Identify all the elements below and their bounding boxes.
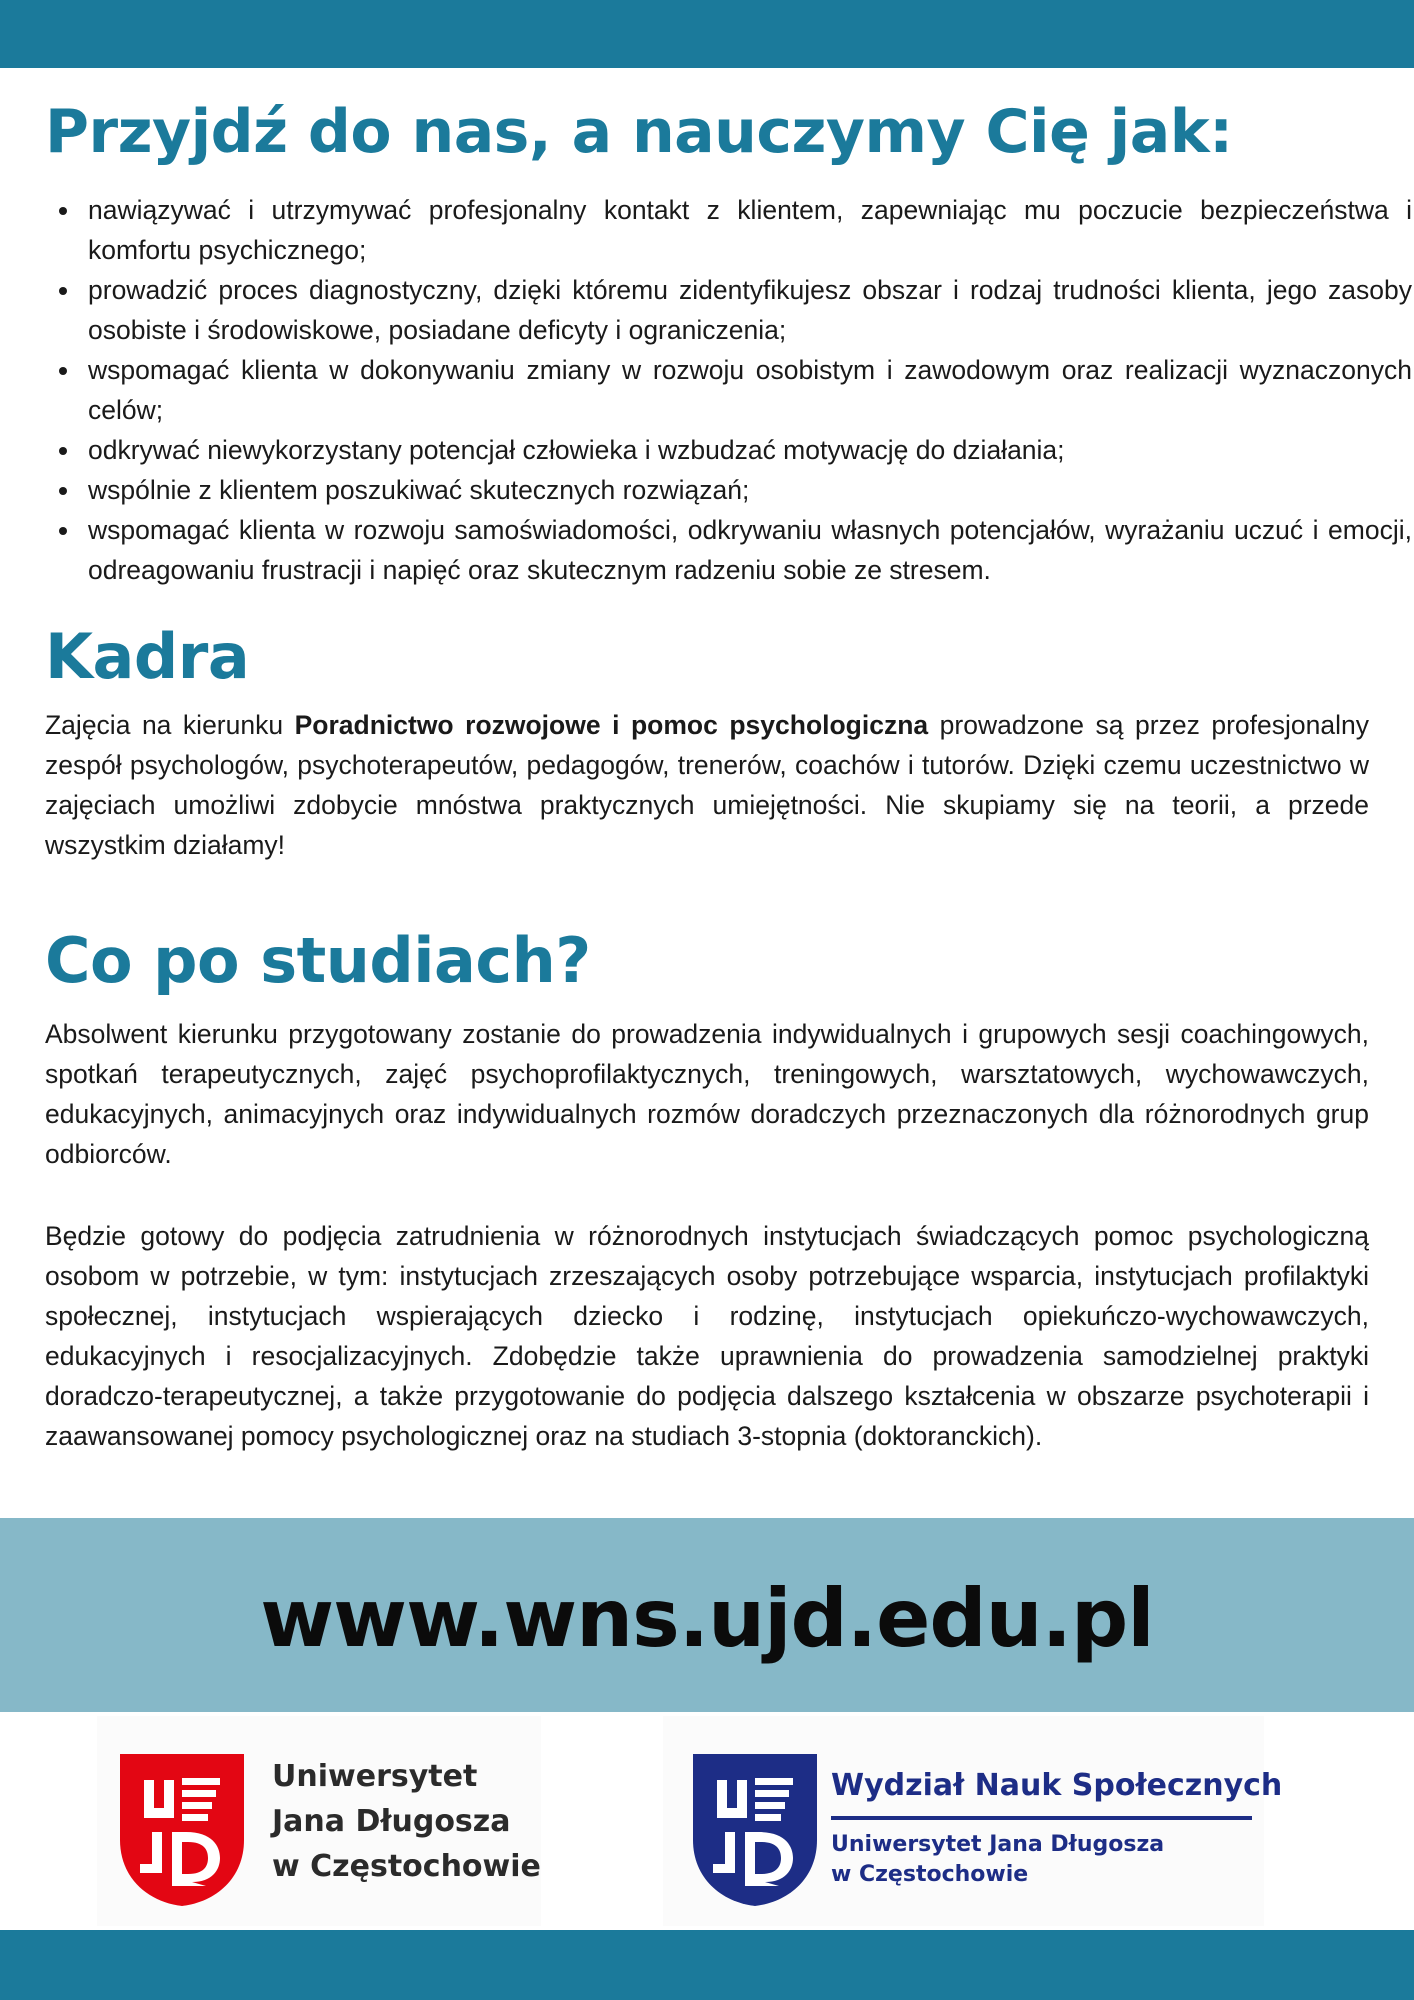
logos-strip [0,1712,1414,1930]
list-item: wspólnie z klientem poszukiwać skutecznych rozwiązań; [88,470,1412,510]
bottom-bar [0,1930,1414,2000]
university-logo [97,1716,541,1926]
university-name-line-3: w Częstochowie [272,1849,541,1884]
after-studies-paragraph-1: Absolwent kierunku przygotowany zostanie do prowadzenia indywidualnych i grupowych sesji coachingowych, spotkań terapeutycznych, zajęć psychoprofilaktycznych, treningowych, warsztatowych, wychowawczych, edukacyjnych, animacyjnych oraz indywidualnych rozmów doradczych przeznaczonych dla różnorodnych grup odbiorców. [45,1019,1369,1169]
kadra-text-end: prowadzone są przez profesjonalny zespół psychologów, psychoterapeutów, pedagogów, trenerów, coachów i tutorów. Dzięki czemu uczestnictwo w zajęciach umożliwi zdobycie mnóstwa praktycznych umiejętności. Nie skupiamy się na teorii, a przede wszystkim działamy! [45,710,1369,860]
wns-shield-icon [693,1754,817,1906]
university-name-line-2: Jana Długosza [272,1804,511,1839]
faculty-logo [663,1716,1283,1926]
list-item: wspomagać klienta w rozwoju samoświadomości, odkrywaniu własnych potencjałów, wyrażaniu uczuć i emocji, odreagowaniu frustracji i napięć oraz skutecznym radzeniu sobie ze stresem. [88,510,1412,590]
top-bar [0,0,1414,68]
program-name: Poradnictwo rozwojowe i pomoc psychologiczna [294,710,929,740]
faculty-subtitle-line-2: w Częstochowie [831,1862,1029,1887]
faculty-subtitle-line-1: Uniwersytet Jana Długosza [831,1832,1165,1857]
ujd-shield-icon [120,1754,244,1906]
skills-list [45,190,1412,590]
university-name [272,1754,541,1889]
list-item: wspomagać klienta w dokonywaniu zmiany w rozwoju osobistym i zawodowym oraz realizacji wyznaczonych celów; [88,350,1412,430]
faculty-name: Wydział Nauk Społecznych [831,1768,1283,1803]
website-link[interactable]: www.wns.ujd.edu.pl [260,1571,1154,1665]
faculty-divider [831,1816,1252,1820]
intro-heading: Przyjdź do nas, a nauczymy Cię jak: [45,97,1233,167]
after-studies-paragraph-2: Będzie gotowy do podjęcia zatrudnienia w różnorodnych instytucjach świadczących pomoc psychologiczną osobom w potrzebie, w tym: instytucjach zrzeszających osoby potrzebujące wsparcia, instytucjach profilaktyki społecznej, instytucjach wspierających dziecko i rodzinę, instytucjach opiekuńczo-wychowawczych, edukacyjnych i resocjalizacyjnych. Zdobędzie także uprawnienia do prowadzenia samodzielnej praktyki doradczo-terapeutycznej, a także przygotowanie do podjęcia dalszego kształcenia w obszarze psychoterapii i zaawansowanej pomocy psychologicznej oraz na studiach 3-stopnia (doktoranckich). [45,1221,1369,1451]
university-name-line-1: Uniwersytet [272,1759,478,1794]
list-item: odkrywać niewykorzystany potencjał człowieka i wzbudzać motywację do działania; [88,430,1412,470]
list-item: prowadzić proces diagnostyczny, dzięki któremu zidentyfikujesz obszar i rodzaj trudności klienta, jego zasoby osobiste i środowiskowe, posiadane deficyty i ograniczenia; [88,270,1412,350]
kadra-text-start: Zajęcia na kierunku [45,710,295,740]
faculty-university-name [831,1830,1164,1890]
list-item: nawiązywać i utrzymywać profesjonalny kontakt z klientem, zapewniając mu poczucie bezpieczeństwa i komfortu psychicznego; [88,190,1412,270]
kadra-paragraph [45,705,1369,865]
after-studies-heading: Co po studiach? [45,924,591,997]
kadra-heading: Kadra [45,620,250,693]
website-band [0,1518,1414,1712]
